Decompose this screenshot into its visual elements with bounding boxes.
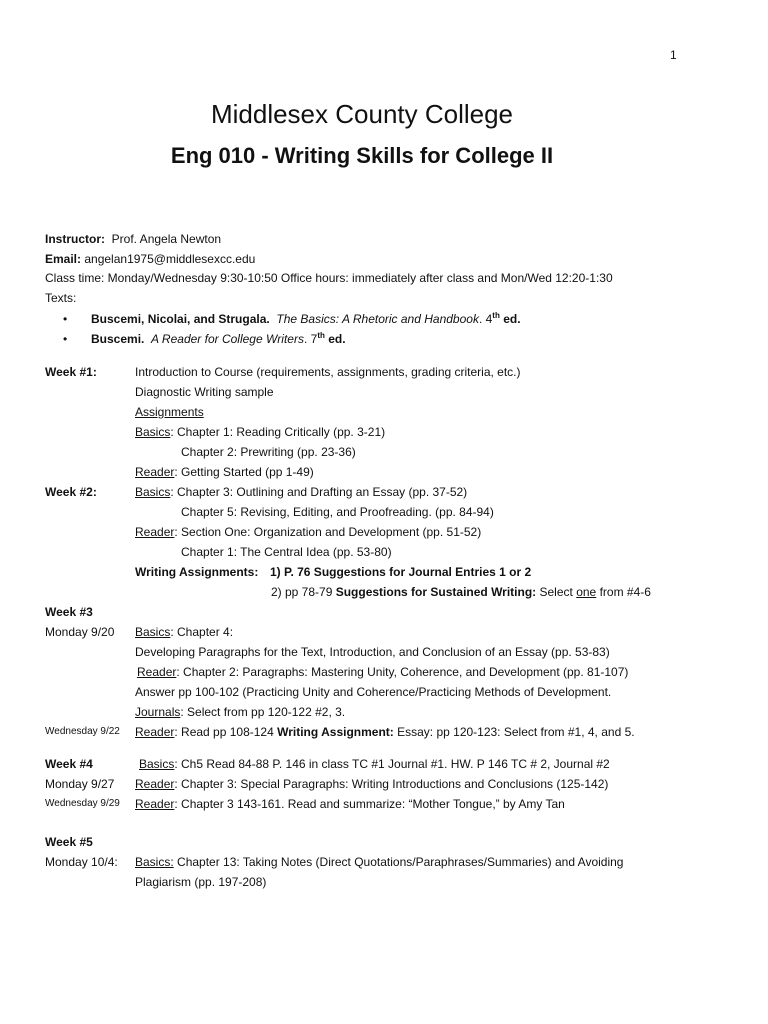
schedule-line: Reader: Section One: Organization and Development (pp. 51-52)	[135, 525, 482, 539]
schedule-line: Week #2: Basics: Chapter 3: Outlining and Drafting an Essay (pp. 37-52)	[45, 482, 725, 502]
schedule-line: Diagnostic Writing sample	[135, 385, 274, 399]
schedule-line: Answer pp 100-102 (Practicing Unity and Coherence/Practicing Methods of Development.	[135, 685, 612, 699]
schedule-line: Reader: Getting Started (pp 1-49)	[135, 465, 314, 479]
week-label: Week #1:	[45, 365, 97, 379]
day-label: Monday 9/20	[45, 625, 115, 639]
schedule-line: Journals: Select from pp 120-122 #2, 3.	[135, 705, 346, 719]
page-number: 1	[670, 48, 677, 62]
schedule-line: Week #4 Basics: Ch5 Read 84-88 P. 146 in class TC #1 Journal #1. HW. P 146 TC # 2, Journal #2	[45, 754, 725, 774]
instructor-row	[45, 230, 725, 250]
schedule-line: 2) pp 78-79 Suggestions for Sustained Writing: Select one from #4-6	[271, 585, 651, 599]
schedule-line: Developing Paragraphs for the Text, Introduction, and Conclusion of an Essay (pp. 53-83)	[135, 645, 610, 659]
schedule-line: Chapter 5: Revising, Editing, and Proofreading. (pp. 84-94)	[181, 505, 494, 519]
schedule-line: Wednesday 9/22 Reader: Read pp 108-124 Writing Assignment: Essay: pp 120-123: Select from #1, 4, and 5.	[45, 722, 725, 742]
schedule-line: Writing Assignments: 1) P. 76 Suggestions for Journal Entries 1 or 2	[135, 565, 532, 579]
book-title: The Basics: A Rhetoric and Handbook	[276, 312, 479, 327]
text-item: • Buscemi. A Reader for College Writers. 7th ed.	[45, 329, 725, 349]
schedule-line	[45, 602, 725, 622]
schedule-line: Monday 10/4: Basics: Chapter 13: Taking Notes (Direct Quotations/Paraphrases/Summaries) and Avoiding	[45, 852, 725, 872]
email-value: angelan1975@middlesexcc.edu	[84, 251, 256, 266]
email-row	[45, 250, 725, 270]
email-label: Email:	[45, 251, 82, 266]
schedule-line: Monday 9/27 Reader: Chapter 3: Special Paragraphs: Writing Introductions and Conclusions (125-142)	[45, 774, 725, 794]
instructor-label: Instructor:	[45, 232, 105, 246]
schedule-line: Chapter 1: The Central Idea (pp. 53-80)	[181, 545, 392, 559]
schedule-line: Chapter 2: Prewriting (pp. 23-36)	[181, 445, 356, 459]
instructor-value: Prof. Angela Newton	[111, 232, 222, 246]
day-label: Monday 10/4:	[45, 855, 118, 869]
schedule-line: Plagiarism (pp. 197-208)	[135, 875, 267, 889]
week-label: Week #4	[45, 757, 93, 771]
class-time: Class time: Monday/Wednesday 9:30-10:50 Office hours: immediately after class and Mon/Wed 12:20-1:30	[45, 271, 613, 286]
book-title: A Reader for College Writers	[151, 332, 304, 347]
schedule-line: Week #1: Introduction to Course (requirements, assignments, grading criteria, etc.)	[45, 362, 725, 382]
schedule-line: Wednesday 9/29 Reader: Chapter 3 143-161. Read and summarize: “Mother Tongue,” by Amy Tan	[45, 794, 725, 814]
day-label: Wednesday 9/29	[45, 798, 120, 809]
course-info	[45, 230, 725, 349]
text-item: • Buscemi, Nicolai, and Strugala. The Basics: A Rhetoric and Handbook. 4th ed.	[45, 309, 725, 329]
schedule-line: Assignments	[135, 405, 204, 419]
day-label: Monday 9/27	[45, 777, 115, 791]
texts-label: Texts:	[45, 290, 77, 305]
day-label: Wednesday 9/22	[45, 726, 120, 737]
texts-list	[45, 309, 725, 349]
schedule-line	[45, 832, 725, 852]
schedule	[45, 362, 725, 892]
course-title: Eng 010 - Writing Skills for College II	[170, 143, 554, 168]
title-block	[0, 96, 724, 172]
week-label: Week #3	[45, 605, 93, 619]
college-name: Middlesex County College	[210, 99, 514, 129]
schedule-line: Monday 9/20 Basics: Chapter 4:	[45, 622, 725, 642]
schedule-line: Reader: Chapter 2: Paragraphs: Mastering Unity, Coherence, and Development (pp. 81-107)	[137, 665, 629, 679]
week-label: Week #2:	[45, 485, 97, 499]
week-label: Week #5	[45, 835, 93, 849]
schedule-line: Basics: Chapter 1: Reading Critically (pp. 3-21)	[135, 425, 386, 439]
